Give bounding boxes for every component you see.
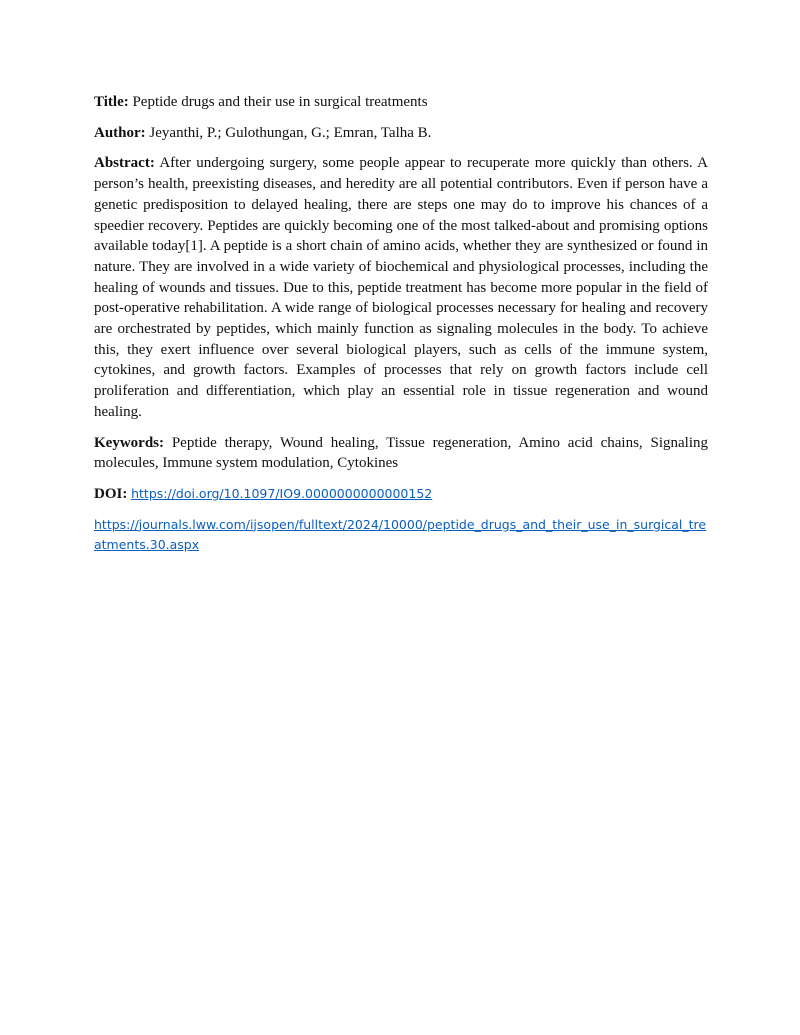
title-text: Peptide drugs and their use in surgical treatments	[132, 94, 428, 110]
keywords-paragraph	[94, 433, 708, 474]
document-page	[94, 92, 708, 555]
keywords-label: Keywords:	[94, 434, 164, 451]
doi-link[interactable]: https://doi.org/10.1097/IO9.0000000000000152	[131, 485, 433, 501]
source-url-link[interactable]: https://journals.lww.com/ijsopen/fulltext/2024/10000/peptide_drugs_and_their_use_in_surgical_treatments.30.aspx	[94, 516, 707, 552]
title-label: Title:	[94, 94, 129, 110]
keywords-text: Peptide therapy, Wound healing, Tissue regeneration, Amino acid chains, Signaling molecules, Immune system modulation, Cytokines	[94, 434, 708, 472]
abstract-paragraph	[94, 153, 708, 422]
doi-label: DOI:	[94, 485, 128, 502]
author-line	[94, 123, 708, 144]
doi-line	[94, 484, 708, 505]
source-url-line	[94, 515, 708, 555]
abstract-label: Abstract:	[94, 155, 155, 172]
abstract-text: After undergoing surgery, some people appear to recuperate more quickly than others. A person’s health, preexisting diseases, and heredity are all potential contributors. Even if person have a genetic predisposition to delayed healing, there are steps one may do to improve his chances of a speedier recovery. Peptides are quickly becoming one of the most talked-about and promising options available today[1]. A peptide is a short chain of amino acids, whether they are synthesized or found in nature. They are involved in a wide variety of biochemical and physiological processes, including the healing of wounds and tissues. Due to this, peptide treatment has become more popular in the field of post-operative rehabilitation. A wide range of biological processes necessary for healing and recovery are orchestrated by peptides, which mainly function as signaling molecules in the body. To achieve this, they exert influence over several biological players, such as cells of the immune system, cytokines, and growth factors. Examples of processes that rely on growth factors include cell proliferation and differentiation, which play an essential role in tissue regeneration and wound healing.	[94, 155, 708, 420]
author-label: Author:	[94, 124, 146, 141]
author-text: Jeyanthi, P.; Gulothungan, G.; Emran, Talha B.	[149, 124, 432, 141]
title-line	[94, 92, 708, 113]
